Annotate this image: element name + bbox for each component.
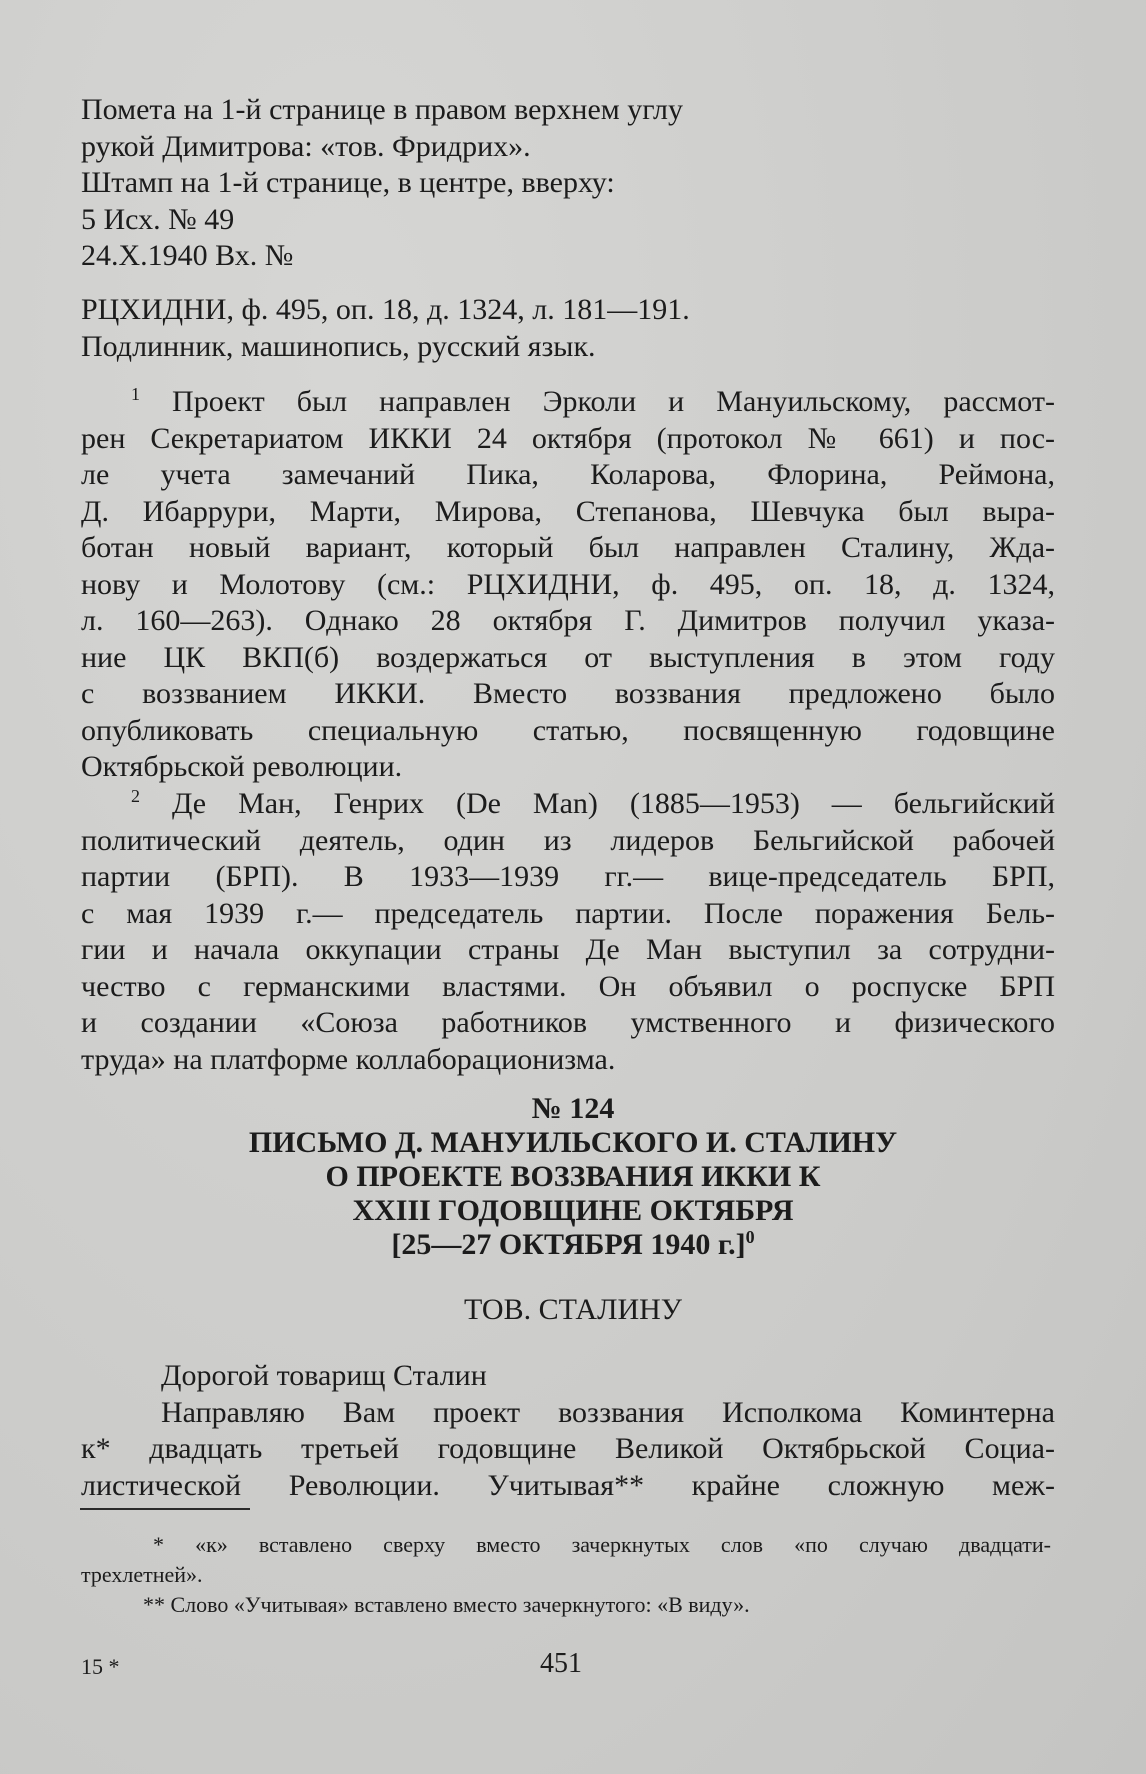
- footnote-line: опубликовать специальную статью, посвященную годовщине: [81, 713, 1055, 747]
- footnote-line: труда» на платформе коллаборационизма.: [81, 1042, 616, 1076]
- footnote-2: [81, 786, 1055, 1078]
- document-title-line: XXIII ГОДОВЩИНЕ ОКТЯБРЯ: [352, 1194, 794, 1227]
- document-date: [0, 1228, 1146, 1262]
- body-line: к* двадцать третьей годовщине Великой Октябрьской Социа-: [81, 1432, 1055, 1465]
- archive-line: РЦХИДНИ, ф. 495, оп. 18, д. 1324, л. 181—191.: [81, 293, 690, 326]
- footnote-line: л. 160—263). Однако 28 октября Г. Димитров получил указа-: [81, 604, 1055, 637]
- note-line: Штамп на 1-й странице, в центре, вверху:: [81, 166, 615, 199]
- footnote-line: ле учета замечаний Пика, Коларова, Флорина, Реймона,: [81, 458, 1055, 491]
- footnote-line: с мая 1939 г.— председатель партии. После поражения Бель-: [81, 896, 1055, 930]
- page-footnote-line: ** Слово «Учитывая» вставлено вместо зачеркнутого: «В виду».: [143, 1592, 750, 1617]
- footnote-marker: 2: [131, 786, 140, 806]
- footnote-line: нову и Молотову (см.: РЦХИДНИ, ф. 495, оп. 18, д. 1324,: [81, 567, 1055, 601]
- footnote-line: [81, 786, 1055, 823]
- signature-mark: 15 *: [81, 1654, 120, 1679]
- note-line: 5 Исх. № 49: [81, 202, 235, 236]
- body-line: Направляю Вам проект воззвания Исполкома Коминтерна: [161, 1395, 1055, 1429]
- footnote-line: гии и начала оккупации страны Де Ман выступил за сотрудни-: [81, 933, 1055, 966]
- footnote-text: Де Ман, Генрих (De Man) (1885—1953) — бельгийский: [171, 787, 1056, 820]
- archive-reference: [81, 292, 690, 365]
- archive-line: Подлинник, машинопись, русский язык.: [81, 329, 596, 363]
- letter-body: [81, 1358, 1055, 1504]
- note-line: рукой Димитрова: «тов. Фридрих».: [81, 129, 531, 163]
- footnote-line: ние ЦК ВКП(б) воздержаться от выступления в этом году: [81, 640, 1055, 674]
- footnote-line: чество с германскими властями. Он объявил о роспуске БРП: [81, 969, 1055, 1003]
- footnote-line: [81, 384, 1055, 421]
- addressee-text: ТОВ. СТАЛИНУ: [463, 1293, 683, 1326]
- page-footnote-line: трехлетней».: [81, 1562, 203, 1587]
- page-footnotes: [81, 1530, 1051, 1620]
- footnote-separator: [80, 1508, 250, 1510]
- page-number: 451: [540, 1648, 582, 1679]
- footnote-line: политический деятель, один из лидеров Бельгийской рабочей: [81, 823, 1055, 857]
- document-heading: [0, 1092, 1146, 1262]
- document-title-line: О ПРОЕКТЕ ВОЗЗВАНИЯ ИККИ К: [325, 1160, 821, 1193]
- date-marker: 0: [745, 1227, 755, 1247]
- date-text: [25—27 ОКТЯБРЯ 1940 г.]: [391, 1228, 746, 1261]
- footnote-line: Д. Ибаррури, Марти, Мирова, Степанова, Шевчука был выра-: [81, 494, 1055, 528]
- salutation: Дорогой товарищ Сталин: [161, 1359, 487, 1392]
- body-line: листической Революции. Учитывая** крайне сложную меж-: [81, 1468, 1055, 1502]
- note-line: Помета на 1-й странице в правом верхнем углу: [81, 93, 684, 126]
- note-line: 24.X.1940 Вх. №: [81, 239, 294, 272]
- footnote-marker: 1: [131, 384, 140, 404]
- page-footnote-line: * «к» вставлено сверху вместо зачеркнутых слов «по случаю двадцати-: [153, 1532, 1051, 1557]
- footnote-line: с воззванием ИККИ. Вместо воззвания предложено было: [81, 677, 1055, 710]
- document-number: № 124: [531, 1092, 615, 1125]
- footnote-line: и создании «Союза работников умственного и физического: [81, 1006, 1055, 1039]
- footnote-1: [81, 384, 1055, 786]
- addressee: [0, 1292, 1146, 1329]
- footnote-line: ботан новый вариант, который был направлен Сталину, Жда-: [81, 531, 1055, 564]
- document-title-line: ПИСЬМО Д. МАНУИЛЬСКОГО И. СТАЛИНУ: [248, 1126, 898, 1159]
- footnote-line: Октябрьской революции.: [81, 750, 403, 783]
- archival-notes: [81, 92, 683, 275]
- footnote-line: партии (БРП). В 1933—1939 гг.— вице-председатель БРП,: [81, 860, 1055, 893]
- footnote-line: рен Секретариатом ИККИ 24 октября (протокол № 661) и пос-: [81, 421, 1055, 455]
- footnote-text: Проект был направлен Эрколи и Мануильскому, рассмот-: [172, 385, 1055, 418]
